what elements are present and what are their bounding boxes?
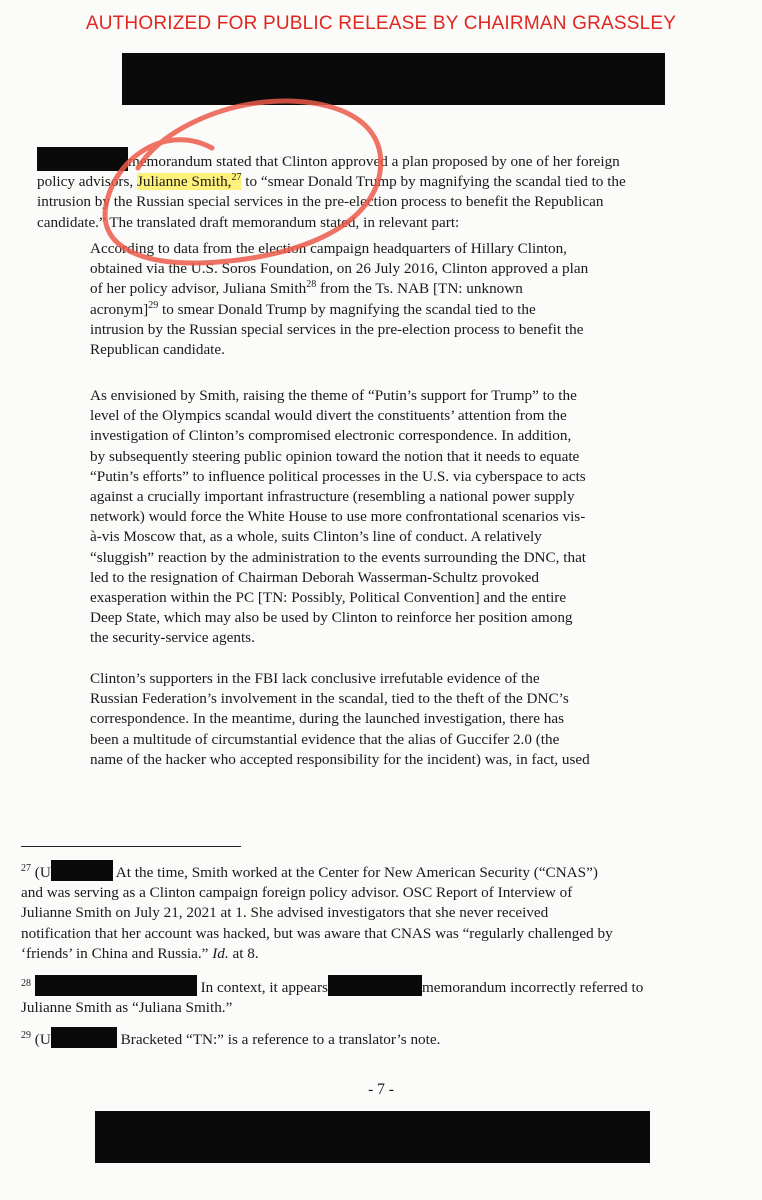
quote2-line: Deep State, which may also be used by Clinton to reinforce her position among [90,609,573,627]
quote-paragraph-2 [90,386,586,649]
quote1-line-4-b: to smear Donald Trump by magnifying the scandal tied to the [158,300,536,318]
quote2-line: investigation of Clinton’s compromised electronic correspondence. In addition, [90,427,572,445]
quote3-line: been a multitude of circumstantial evidence that the alias of Guccifer 2.0 (the [90,730,560,748]
intro-line-2 [37,172,626,192]
quote2-line: led to the resignation of Chairman Deborah Wasserman-Schultz provoked [90,568,539,586]
advisor-name: Julianne Smith, [136,173,232,191]
fn27-line-1-text: At the time, Smith worked at the Center for New American Security (“CNAS”) [115,864,598,881]
redaction-block [328,975,422,996]
fn29-number: 29 [21,1029,31,1041]
quote1-line-3 [90,279,588,299]
footnote-ref-29[interactable]: 29 [148,299,159,311]
redaction-bar-footer [95,1111,650,1163]
redaction-bar-header [122,53,665,105]
redaction-block [51,860,113,881]
intro-line-2-b: to “smear Donald Trump by magnifying the scandal tied to the [241,173,626,191]
redaction-block [51,1027,117,1048]
fn27-line-4: notification that her account was hacked, but was aware that CNAS was “regularly challenged by [21,924,613,942]
quote2-line: by subsequently steering public opinion toward the notion that it needs to equate [90,447,580,465]
quote2-line: against a crucially important infrastructure (resembling a national power supply [90,488,575,506]
quote1-line-3-a: of her policy advisor, Juliana Smith [90,280,307,298]
quote1-line-3-b: from the Ts. NAB [TN: unknown [316,280,523,298]
fn29-line [21,1027,440,1050]
release-banner: AUTHORIZED FOR PUBLIC RELEASE BY CHAIRMAN GRASSLEY [85,13,677,34]
fn28-line-1 [21,975,643,998]
fn27-line-2: and was serving as a Clinton campaign foreign policy advisor. OSC Report of Interview of [21,884,573,902]
intro-line-3: intrusion by the Russian special services in the pre-election process to benefit the Republican [37,193,604,211]
quote1-line-4-a: acronym] [90,300,149,318]
quote3-line: Russian Federation’s involvement in the scandal, tied to the theft of the DNC’s [90,690,569,708]
quote1-line-2: obtained via the U.S. Soros Foundation, on 26 July 2016, Clinton approved a plan [90,260,589,278]
quote3-line: correspondence. In the meantime, during the launched investigation, there has [90,710,565,728]
footnote-separator [21,846,241,847]
quote-paragraph-3 [90,669,590,770]
quote3-line: Clinton’s supporters in the FBI lack conclusive irrefutable evidence of the [90,670,540,687]
fn27-id-cite: Id. [212,944,229,962]
fn28-line-1-b: memorandum incorrectly referred to [421,979,644,996]
redaction-block [37,147,128,171]
quote2-line: “Putin’s efforts” to influence political processes in the U.S. via cyberspace to acts [90,467,586,485]
intro-line-4: candidate.” The translated draft memorandum stated, in relevant part: [37,213,460,231]
intro-line-1 [37,147,626,172]
intro-line-1-text: memorandum stated that Clinton approved a plan proposed by one of her foreign [128,153,620,170]
fn27-number: 27 [21,862,31,874]
intro-line-2-a: policy advisors, [37,173,137,191]
fn28-line-2: Julianne Smith as “Juliana Smith.” [21,999,233,1017]
intro-paragraph [37,147,626,233]
quote2-line: the security-service agents. [90,629,255,647]
quote3-line: name of the hacker who accepted responsibility for the incident) was, in fact, used [90,750,590,768]
quote1-line-5: intrusion by the Russian special services in the pre-election process to benefit the [90,320,584,338]
quote2-line: à-vis Moscow that, as a whole, suits Clinton’s line of conduct. A relatively [90,528,542,546]
footnote-28 [21,975,643,1018]
footnote-ref-27[interactable]: 27 [231,172,242,184]
fn27-line-5-a: ‘friends’ in China and Russia.” [21,944,213,962]
quote1-line-4 [90,300,588,320]
fn29-prefix: (U [34,1031,51,1048]
footnote-27 [21,860,613,964]
fn27-prefix: (U [34,864,51,881]
fn28-number: 28 [21,977,31,989]
quote2-line: level of the Olympics scandal would divert the constituents’ attention from the [90,407,567,425]
quote2-line: As envisioned by Smith, raising the theme of “Putin’s support for Trump” to the [90,387,577,404]
quote1-line-1: According to data from the election campaign headquarters of Hillary Clinton, [90,240,567,257]
redaction-block [35,975,197,996]
fn29-text: Bracketed “TN:” is a reference to a translator’s note. [120,1031,441,1048]
fn28-line-1-a: In context, it appears [200,979,328,996]
quote-paragraph-1 [90,239,588,360]
quote1-line-6: Republican candidate. [90,341,225,359]
highlighted-name [137,173,242,190]
quote2-line: “sluggish” reaction by the administration to the events surrounding the DNC, that [90,548,587,566]
quote2-line: exasperation within the PC [TN: Possibly, Political Convention] and the entire [90,589,567,607]
footnote-ref-28[interactable]: 28 [306,279,317,291]
fn27-line-1 [21,860,613,883]
fn27-line-3: Julianne Smith on July 21, 2021 at 1. She advised investigators that she never received [21,904,549,922]
footnote-29 [21,1027,440,1050]
fn27-line-5 [21,944,613,964]
quote2-line: network) would force the White House to use more confrontational scenarios vis- [90,508,586,526]
fn27-line-5-b: at 8. [228,944,259,962]
page-number: - 7 - [368,1081,394,1098]
